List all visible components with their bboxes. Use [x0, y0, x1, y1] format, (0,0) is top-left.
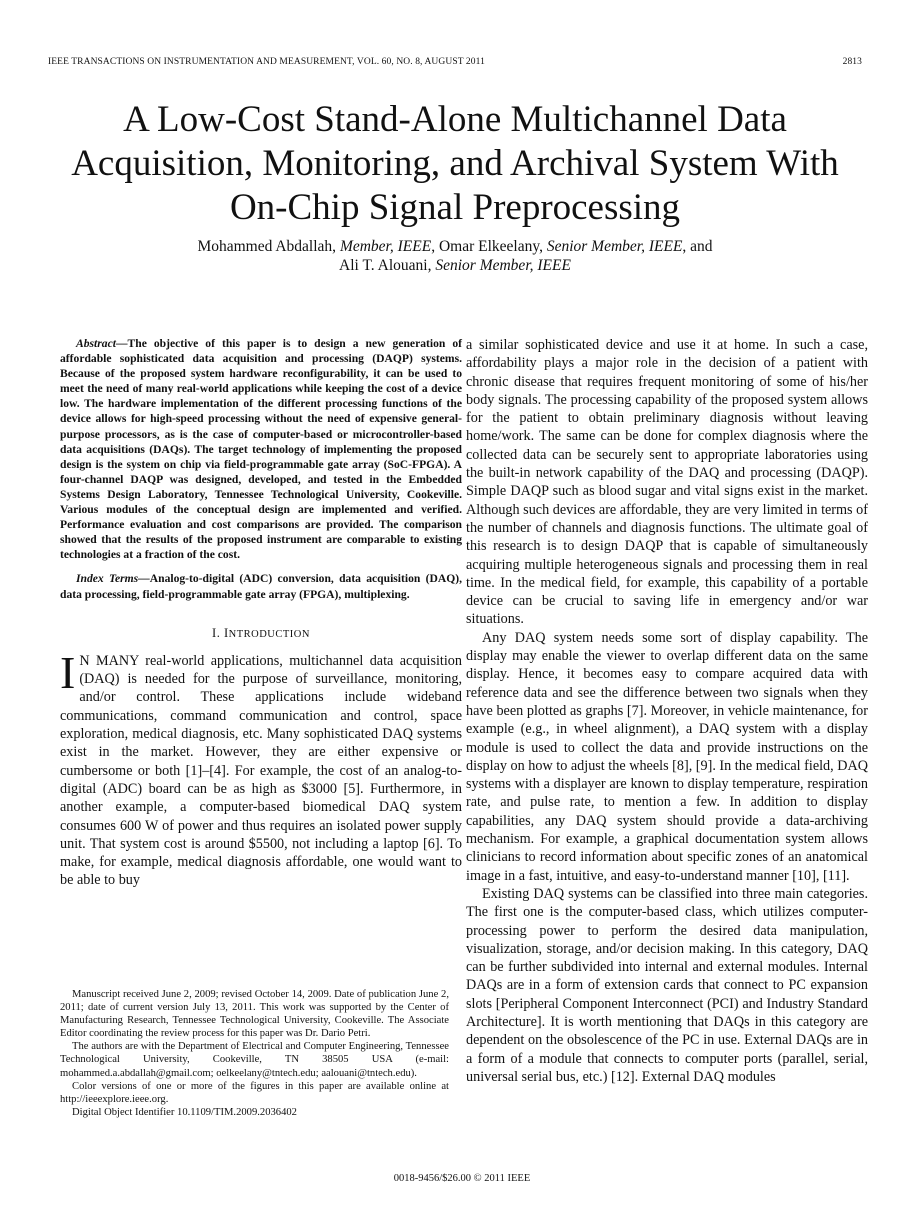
copyright-footer: 0018-9456/$26.00 © 2011 IEEE [393, 1173, 531, 1184]
right-column [466, 336, 868, 1086]
abstract-text: The objective of this paper is to design a new generation of affordable sophisticated data acquisition and processing (DAQP) systems. Because of the proposed system hardware reconfigurability, it can be used to meet the need of many real-world applications while keeping the cost of a device low. The hardware implementation of the different processing functions of the device allows for high-speed processing without the need of expensive general-purpose processors, as is the case of computer-based or microcontroller-based data acquisitions (DAQs). The target technology of implementing the proposed design is the system on chip via field-programmable gate array (SoC-FPGA). A four-channel DAQP was designed, developed, and tested in the Embedded Systems Design Laboratory, Tennessee Technological University, Cookeville. Various modules of the conceptual design are implemented and verified. Performance evaluation and cost comparisons are provided. The comparison showed that the results of the proposed instrument are comparable to existing technologies at a fraction of the cost. [60, 337, 462, 562]
footnote-doi: Digital Object Identifier 10.1109/TIM.2009.2036402 [72, 1106, 297, 1118]
right-paragraph-3: Existing DAQ systems can be classified into three main categories. The first one is the computer-based class, which utilizes computer-processing power to perform the desired data manipulation, visualization, storage, and/or decision making. In this category, DAQ can be further subdivided into internal and external modules. Internal DAQs are in a form of extension cards that connect to PC expansion slots [Peripheral Component Interconnect (PCI) and Industry Standard Architecture]. It is worth mentioning that DAQs in this category are dependent on the obsolescence of the PC in use. External DAQs are in a form of a module that connects to computer ports (parallel, serial, universal serial bus, etc.) [12]. External DAQ modules [466, 885, 868, 1085]
right-paragraph-1: a similar sophisticated device and use it at home. In such a case, affordability plays a major role in the decision of a patient with chronic disease that requires frequent monitoring of some of his/her body signals. The processing capability of the proposed system allows for the patient to obtain preliminary diagnosis without leaving home/work. The same can be done for complex diagnosis where the collected data can be securely sent to appropriate laboratories using the built-in network capability of the DAQ and processing (DAQP). Simple DAQP such as blood sugar and vital signs exist in the market. Although such devices are affordable, they are very limited in terms of the number of channels and diagnosis functions. The ultimate goal of this research is to design DAQP that is capable of simultaneously acquiring multiple heterogeneous signals and processing them in real time. In the medical field, for example, this capability of a portable device can be crucial to saving life in emergency and/or war situations. [466, 337, 868, 628]
index-terms-lead: Index Terms— [76, 572, 150, 586]
footnote-manuscript: Manuscript received June 2, 2009; revised October 14, 2009. Date of publication June 2, 2011; date of current version July 13, 2011. This work was supported by the Center of Manufacturing Research, Tennessee Technological University, Cookeville. The Associate Editor coordinating the review process for this paper was Dr. Dario Petri. [60, 989, 449, 1040]
section-rest: NTRODUCTION [228, 628, 310, 640]
author-list [48, 237, 862, 275]
running-header: IEEE TRANSACTIONS ON INSTRUMENTATION AND MEASUREMENT, VOL. 60, NO. 8, AUGUST 2011 [48, 57, 485, 67]
left-column [60, 336, 462, 890]
index-terms-text: Analog-to-digital (ADC) conversion, data acquisition (DAQ), data processing, field-programmable gate array (FPGA), multiplexing. [60, 572, 462, 601]
drop-cap: I [60, 646, 76, 698]
right-paragraph-2: Any DAQ system needs some sort of display capability. The display may enable the viewer to overlap different data on the same display. Hence, it becomes easy to compare acquired data with reference data and see the difference between two signals when they have been plotted as graphs [7]. Moreover, in vehicle maintenance, for example (e.g., in wheel alignment), a DAQ system with a display module is used to collect the data and provide instructions on the display on how to adjust the wheels [8], [9]. In the medical field, DAQ systems with a displayer are known to display temperature, respiration rate, and pulse rate, to mention a few. In addition to display capabilities, any DAQ system should provide a data-archiving mechanism. For example, a graphical documentation system allows clinicians to record information about specific zones of an anatomical image in a fast, intuitive, and easy-to-understand manner [10], [11]. [466, 629, 868, 884]
footnotes [60, 988, 449, 1119]
section-cap: I [223, 625, 229, 640]
intro-paragraph-1 [60, 646, 462, 890]
intro-text: N MANY real-world applications, multichannel data acquisition (DAQ) is needed for the purpose of surveillance, monitoring, and/or control. These applications include wideband communications, command communication and control, space exploration, medical diagnosis, etc. Many sophisticated DAQ systems exist in the market. However, they are either expensive or cumbersome or both [1]–[4]. For example, the cost of an analog-to-digital (ADC) board can be as high as $3000 [5]. Furthermore, in another example, a computer-based biomedical DAQ system consumes 600 W of power and thus requires an isolated power supply unit. That system cost is around $5500, not including a laptop [6]. To make, for example, medical diagnosis affordable, one would want to be able to buy [60, 652, 462, 889]
page-number: 2813 [842, 57, 862, 67]
index-terms [60, 571, 462, 601]
author-2-role: Senior Member, IEEE [546, 238, 683, 255]
author-2: , Omar Elkeelany, [431, 238, 543, 255]
section-heading [60, 624, 462, 644]
abstract [60, 336, 462, 562]
footnote-color: Color versions of one or more of the figures in this paper are available online at http://ieeexplore.ieee.org. [60, 1080, 449, 1105]
author-3-role: Senior Member, IEEE [435, 257, 571, 274]
author-3: Ali T. Alouani, [339, 257, 432, 274]
author-sep: , and [682, 238, 713, 255]
abstract-lead: Abstract— [76, 337, 128, 350]
footnote-affiliation: The authors are with the Department of Electrical and Computer Engineering, Tennessee Technological University, Cookeville, TN 38505 USA (e-mail: mohammed.a.abdallah@gmail.com; oelkeelany@tntech.edu; aalouani@tntech.edu). [60, 1041, 449, 1079]
author-1-role: Member, IEEE [339, 238, 432, 255]
paper-title: A Low-Cost Stand-Alone Multichannel Data Acquisition, Monitoring, and Archival System With On-Chip Signal Preprocessing [71, 99, 839, 228]
author-1: Mohammed Abdallah, [197, 238, 337, 255]
section-number: I. [212, 625, 221, 640]
